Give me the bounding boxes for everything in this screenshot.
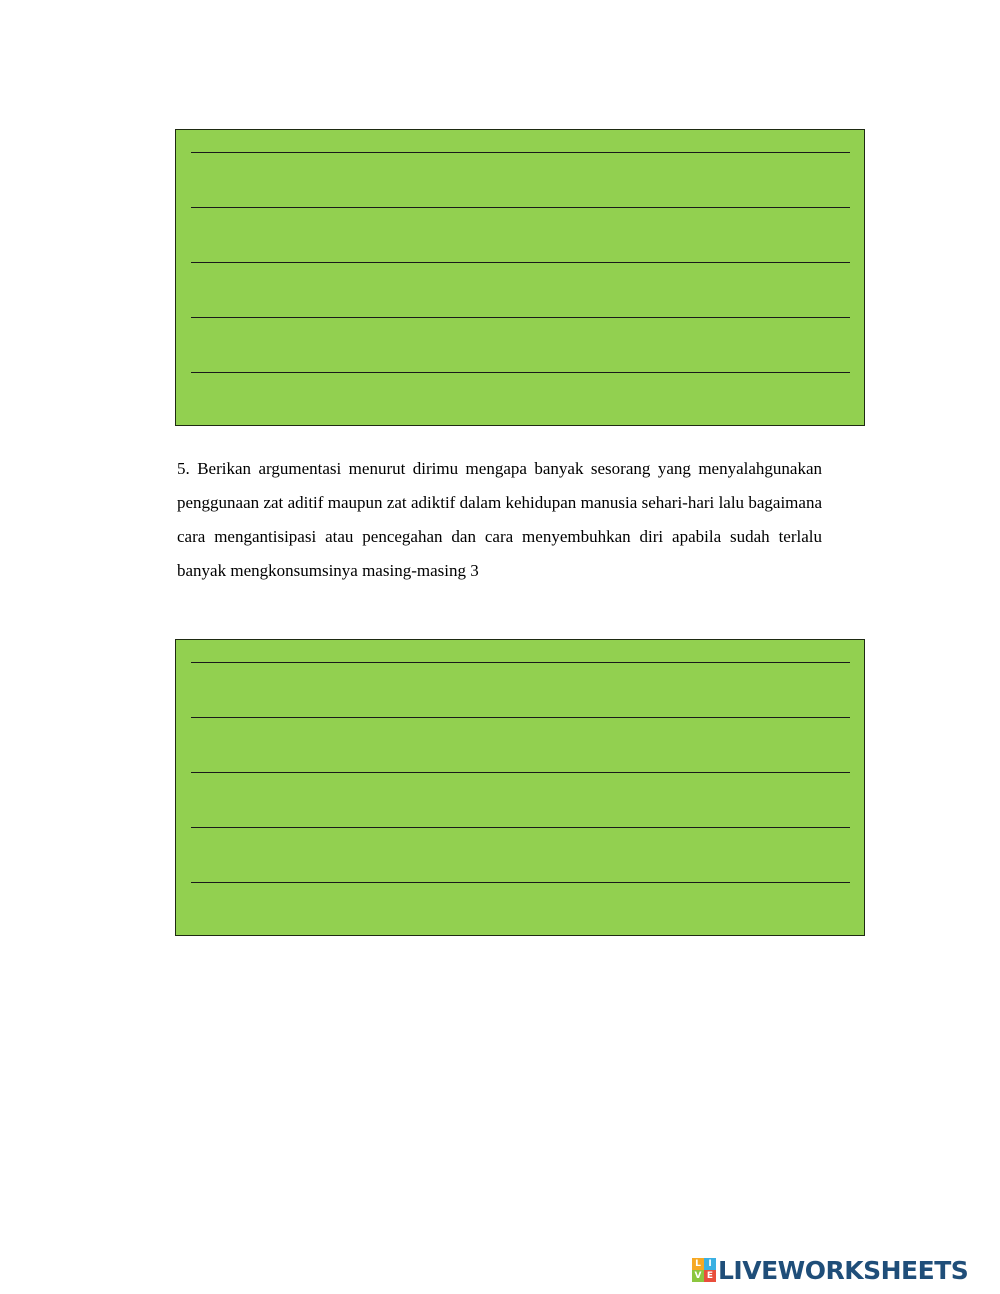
answer-line[interactable] (191, 207, 850, 208)
logo-mark-cell: E (704, 1270, 716, 1282)
answer-line[interactable] (191, 827, 850, 828)
answer-box-2 (175, 639, 865, 936)
answer-line[interactable] (191, 262, 850, 263)
answer-line[interactable] (191, 372, 850, 373)
answer-line[interactable] (191, 317, 850, 318)
question-5: 5. Berikan argumentasi menurut dirimu mengapa banyak sesorang yang menyalahgunakan penggunaan zat aditif maupun zat adiktif dalam kehidupan manusia sehari-hari lalu bagaimana cara mengantisipasi atau pencegahan dan cara menyembuhkan diri apabila sudah terlalu banyak mengkonsumsinya masing-masing 3 (177, 459, 822, 580)
answer-line[interactable] (191, 717, 850, 718)
answer-line[interactable] (191, 772, 850, 773)
logo-mark-cell: L (692, 1258, 704, 1270)
answer-line[interactable] (191, 662, 850, 663)
liveworksheets-logo (692, 1255, 968, 1285)
logo-mark-icon (692, 1258, 716, 1282)
answer-box-1 (175, 129, 865, 426)
logo-mark-cell: I (704, 1258, 716, 1270)
logo-text: LIVEWORKSHEETS (718, 1255, 969, 1285)
logo-mark-cell: V (692, 1270, 704, 1282)
answer-line[interactable] (191, 882, 850, 883)
answer-line[interactable] (191, 152, 850, 153)
